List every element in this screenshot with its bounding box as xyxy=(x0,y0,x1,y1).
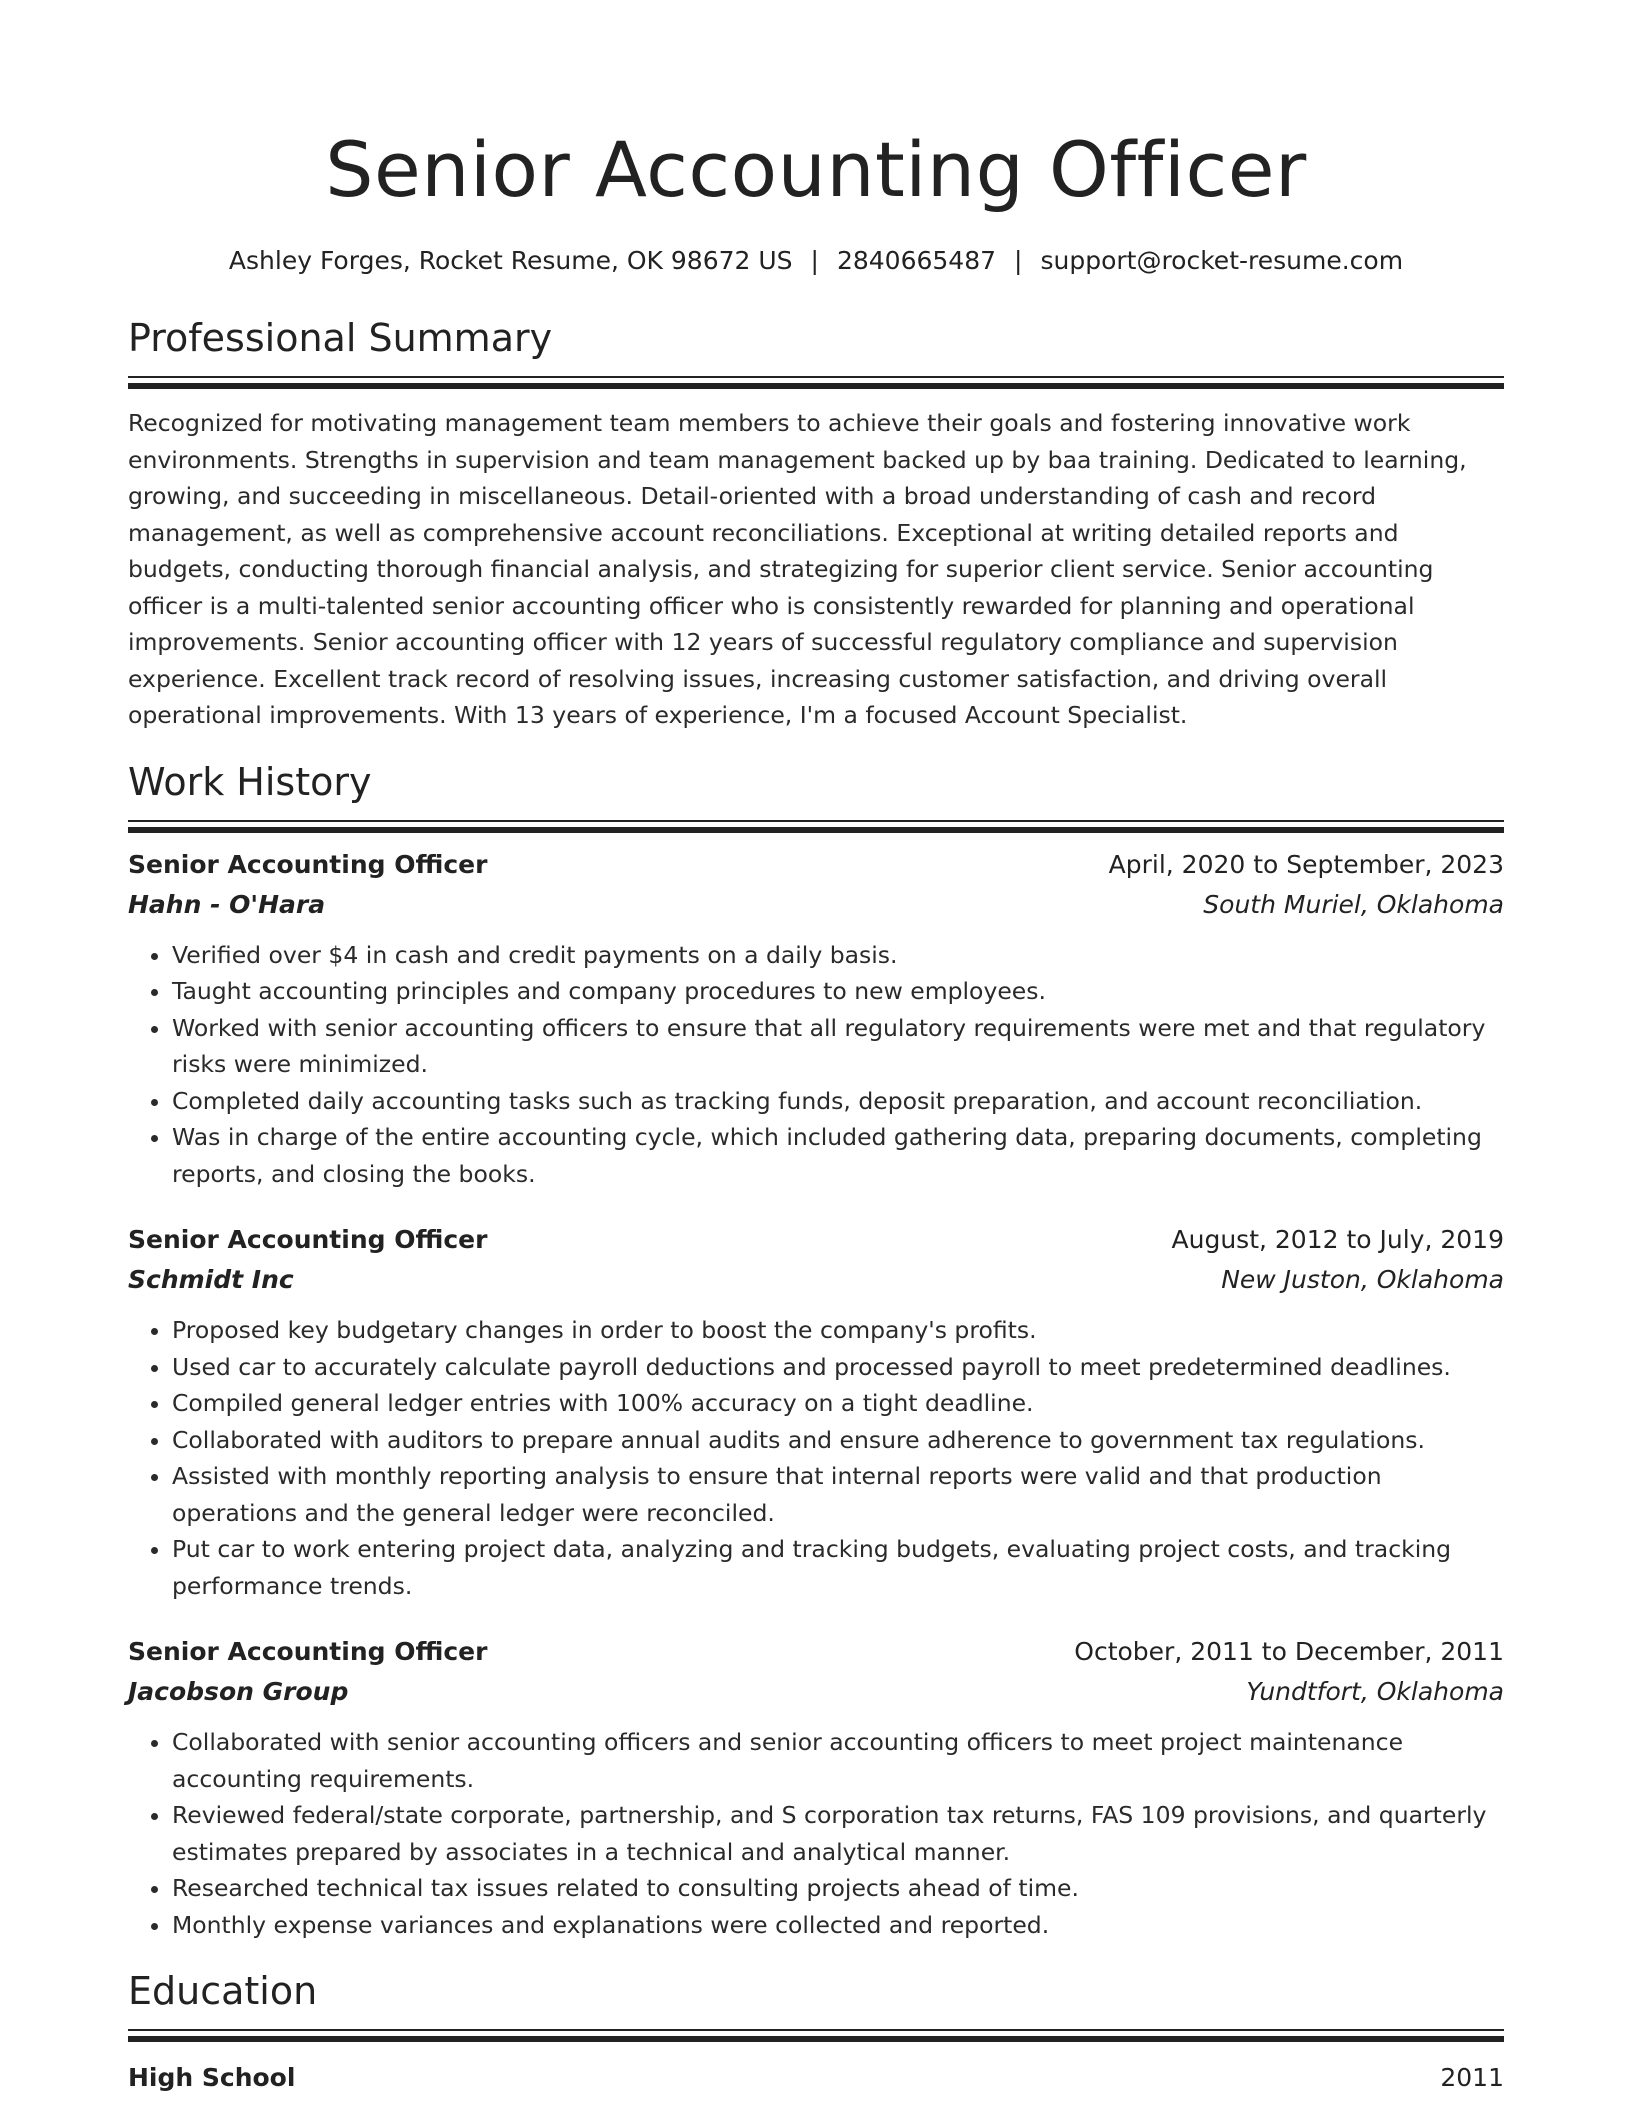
summary-text: Recognized for motivating management team members to achieve their goals and fostering innovative work environments. Strengths in supervision and team management backed up by baa training. Dedicated to learning, growing, and succeeding in miscellaneous. Detail-oriented with a broad understanding of cash and record management, as well as comprehensive account reconciliations. Exceptional at writing detailed reports and budgets, conducting thorough financial analysis, and strategizing for superior client service. Senior accounting officer is a multi-talented senior accounting officer who is consistently rewarded for planning and operational improvements. Senior accounting officer with 12 years of successful regulatory compliance and supervision experience. Excellent track record of resolving issues, increasing customer satisfaction, and driving overall operational improvements. With 13 years of experience, I'm a focused Account Specialist. xyxy=(128,409,1467,729)
contact-email: support@rocket-resume.com xyxy=(1040,246,1404,275)
job-bullet: • Collaborated with auditors to prepare annual audits and ensure adherence to government tax regulations. xyxy=(172,1422,1504,1459)
job-bullet: • Was in charge of the entire accounting cycle, which included gathering data, preparing documents, completing reports, and closing the books. xyxy=(172,1119,1504,1192)
job-location: Yundtfort, Oklahoma xyxy=(1246,1677,1504,1706)
education-year: 2011 xyxy=(1440,2063,1504,2092)
education-section xyxy=(128,1967,1504,2098)
job-bullet: • Monthly expense variances and explanations were collected and reported. xyxy=(172,1907,1504,1944)
job-bullets xyxy=(128,937,1504,1193)
job-location: New Juston, Oklahoma xyxy=(1221,1265,1504,1294)
job-entry xyxy=(128,845,1504,1193)
section-divider-thick xyxy=(128,827,1504,833)
job-bullets xyxy=(128,1724,1504,1943)
resume-title: Senior Accounting Officer xyxy=(325,125,1307,214)
contact-separator: | xyxy=(810,246,819,275)
job-bullet: • Used car to accurately calculate payroll deductions and processed payroll to meet predetermined deadlines. xyxy=(172,1349,1504,1386)
job-bullet: • Compiled general ledger entries with 100% accuracy on a tight deadline. xyxy=(172,1385,1504,1422)
section-divider xyxy=(128,2029,1504,2031)
job-bullet: • Researched technical tax issues related to consulting projects ahead of time. xyxy=(172,1870,1504,1907)
job-bullet: • Completed daily accounting tasks such as tracking funds, deposit preparation, and account reconciliation. xyxy=(172,1083,1504,1120)
job-subheader xyxy=(128,1672,1504,1712)
education-entry xyxy=(128,2058,1504,2098)
job-title: Senior Accounting Officer xyxy=(128,849,488,879)
job-entry xyxy=(128,1632,1504,1943)
work-history-section xyxy=(128,758,1504,1944)
education-degree: High School xyxy=(128,2063,296,2092)
job-company: Hahn - O'Hara xyxy=(128,889,326,919)
summary-section xyxy=(128,314,1504,734)
job-subheader xyxy=(128,1260,1504,1300)
summary-heading: Professional Summary xyxy=(128,316,553,360)
contact-address: Ashley Forges, Rocket Resume, OK 98672 US xyxy=(228,246,793,275)
work-history-heading: Work History xyxy=(128,759,372,804)
job-bullet: • Assisted with monthly reporting analysis to ensure that internal reports were valid and that production operations and the general ledger were reconciled. xyxy=(172,1458,1504,1531)
job-header xyxy=(128,1632,1504,1672)
job-subheader xyxy=(128,885,1504,925)
education-heading: Education xyxy=(128,1969,318,2013)
job-dates: August, 2012 to July, 2019 xyxy=(1171,1225,1504,1254)
job-dates: April, 2020 to September, 2023 xyxy=(1108,849,1504,879)
section-divider xyxy=(128,820,1504,822)
job-title: Senior Accounting Officer xyxy=(128,1225,488,1254)
job-bullets xyxy=(128,1312,1504,1604)
contact-separator: | xyxy=(1014,246,1023,275)
job-company: Schmidt Inc xyxy=(128,1265,294,1294)
job-bullet: • Collaborated with senior accounting officers and senior accounting officers to meet project maintenance accounting requirements. xyxy=(172,1724,1504,1797)
job-bullet: • Put car to work entering project data, analyzing and tracking budgets, evaluating project costs, and tracking performance trends. xyxy=(172,1531,1504,1604)
section-divider xyxy=(128,376,1504,378)
job-location: South Muriel, Oklahoma xyxy=(1203,889,1504,919)
job-company: Jacobson Group xyxy=(128,1677,349,1706)
job-bullet: • Reviewed federal/state corporate, partnership, and S corporation tax returns, FAS 109 provisions, and quarterly estimates prepared by associates in a technical and analytical manner. xyxy=(172,1797,1504,1870)
job-entry xyxy=(128,1220,1504,1604)
section-divider-thick xyxy=(128,383,1504,389)
job-header xyxy=(128,1220,1504,1260)
job-bullet: • Taught accounting principles and company procedures to new employees. xyxy=(172,973,1504,1010)
job-bullet: • Worked with senior accounting officers to ensure that all regulatory requirements were met and that regulatory risks were minimized. xyxy=(172,1010,1504,1083)
job-dates: October, 2011 to December, 2011 xyxy=(1074,1637,1504,1666)
job-title: Senior Accounting Officer xyxy=(128,1637,488,1666)
contact-line xyxy=(128,244,1504,278)
contact-phone: 2840665487 xyxy=(836,246,997,275)
job-header xyxy=(128,845,1504,885)
job-bullet: • Verified over $4 in cash and credit payments on a daily basis. xyxy=(172,937,1504,974)
section-divider-thick xyxy=(128,2036,1504,2042)
job-bullet: • Proposed key budgetary changes in order to boost the company's profits. xyxy=(172,1312,1504,1349)
